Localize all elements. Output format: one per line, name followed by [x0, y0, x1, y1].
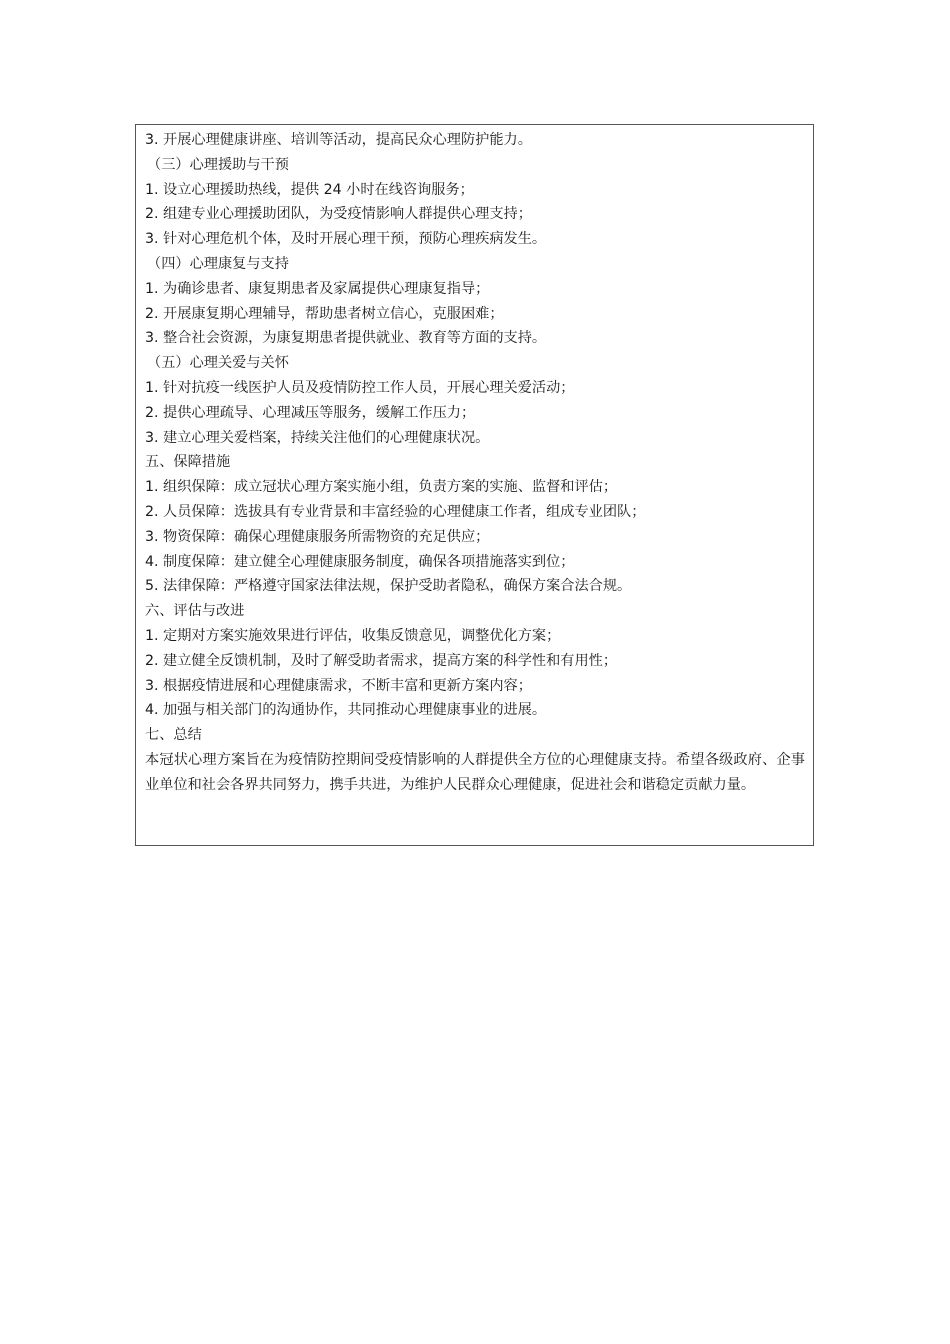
text-line: 2. 建立健全反馈机制，及时了解受助者需求，提高方案的科学性和有用性； [145, 652, 618, 669]
document-table-cell [135, 124, 814, 846]
text-line: 4. 加强与相关部门的沟通协作，共同推动心理健康事业的进展。 [145, 702, 547, 719]
section-heading: （三）心理援助与干预 [147, 156, 289, 173]
text-line: 2. 人员保障：选拔具有专业背景和丰富经验的心理健康工作者，组成专业团队； [145, 503, 646, 520]
text-line: 1. 为确诊患者、康复期患者及家属提供心理康复指导； [145, 280, 490, 297]
chapter-heading: 五、保障措施 [145, 454, 231, 471]
chapter-heading: 七、总结 [145, 727, 202, 744]
chapter-heading: 六、评估与改进 [145, 603, 245, 620]
text-line: 2. 组建专业心理援助团队，为受疫情影响人群提供心理支持； [145, 206, 532, 223]
text-line: 4. 制度保障：建立健全心理健康服务制度，确保各项措施落实到位； [145, 553, 575, 570]
text-line: 3. 开展心理健康讲座、培训等活动，提高民众心理防护能力。 [145, 132, 532, 148]
text-line: 1. 设立心理援助热线，提供 24 小时在线咨询服务； [145, 181, 474, 198]
text-line: 3. 根据疫情进展和心理健康需求，不断丰富和更新方案内容； [145, 677, 532, 694]
text-line: 2. 开展康复期心理辅导，帮助患者树立信心，克服困难； [145, 305, 504, 322]
text-line: 3. 针对心理危机个体，及时开展心理干预，预防心理疾病发生。 [145, 231, 547, 248]
section-heading: （五）心理关爱与关怀 [147, 355, 289, 372]
text-line: 3. 整合社会资源，为康复期患者提供就业、教育等方面的支持。 [145, 330, 547, 347]
text-line: 1. 针对抗疫一线医护人员及疫情防控工作人员，开展心理关爱活动； [145, 379, 575, 396]
summary-paragraph: 本冠状心理方案旨在为疫情防控期间受疫情影响的人群提供全方位的心理健康支持。希望各级政府、企事业单位和社会各界共同努力，携手共进，为维护人民群众心理健康，促进社会和谐稳定贡献力量。 [145, 751, 805, 793]
text-line: 3. 物资保障：确保心理健康服务所需物资的充足供应； [145, 528, 490, 545]
text-line: 2. 提供心理疏导、心理减压等服务，缓解工作压力； [145, 404, 476, 421]
text-line: 3. 建立心理关爱档案，持续关注他们的心理健康状况。 [145, 429, 490, 446]
text-line: 1. 定期对方案实施效果进行评估，收集反馈意见，调整优化方案； [145, 627, 561, 644]
text-line: 5. 法律保障：严格遵守国家法律法规，保护受助者隐私，确保方案合法合规。 [145, 578, 632, 595]
section-heading: （四）心理康复与支持 [147, 255, 289, 272]
text-line: 1. 组织保障：成立冠状心理方案实施小组，负责方案的实施、监督和评估； [145, 479, 618, 496]
